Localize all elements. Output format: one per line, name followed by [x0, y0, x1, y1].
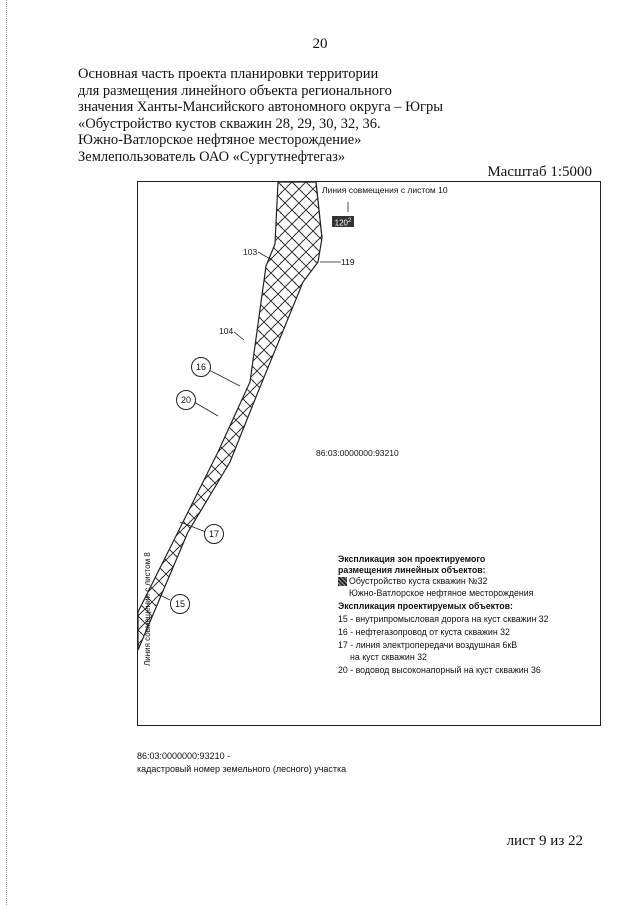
- object-label-16: 16: [191, 357, 211, 377]
- legend-item-17: 17 - линия электропередачи воздушная 6кВ: [338, 640, 518, 651]
- object-label-15: 15: [170, 594, 190, 614]
- pointer-line-20: [194, 402, 218, 416]
- footnote-number: 86:03:0000000:93210 -: [137, 751, 231, 761]
- area-badge: [332, 216, 354, 227]
- header-line: для размещения линейного объекта регионального: [78, 82, 392, 99]
- corridor-zone: [138, 182, 322, 650]
- document-header: [78, 66, 498, 166]
- sheet-counter: лист 9 из 22: [506, 833, 583, 849]
- pointer-line-104: [234, 332, 244, 340]
- cadastral-footnote: [137, 750, 346, 775]
- legend-zone-row: [338, 576, 600, 598]
- point-label-104: 104: [219, 326, 234, 336]
- footnote-description: кадастровый номер земельного (лесного) участка: [137, 763, 347, 774]
- header-line: значения Ханты-Мансийского автономного округа – Югры: [78, 99, 443, 116]
- object-label-17: 17: [204, 524, 224, 544]
- legend-item-20: 20 - водовод высоконапорный на куст скважин 36: [338, 664, 541, 675]
- zone-hatch-swatch-icon: [338, 577, 347, 586]
- area-badge-number: 120: [334, 218, 348, 228]
- object-label-20: 20: [176, 390, 196, 410]
- map-frame: [137, 181, 601, 726]
- scan-edge-line: [6, 0, 7, 905]
- header-line: Южно-Ватлорское нефтяное месторождение»: [78, 132, 362, 149]
- legend: [338, 554, 600, 676]
- map-scale: Масштаб 1:5000: [487, 164, 592, 180]
- legend-item-15: 15 - внутрипромысловая дорога на куст скважин 32: [338, 614, 549, 625]
- legend-objects-title: Экспликация проектируемых объектов:: [338, 600, 513, 611]
- area-badge-superscript: 2: [348, 218, 352, 224]
- header-line: «Обустройство кустов скважин 28, 29, 30, 32, 36.: [78, 115, 381, 132]
- point-label-119: 119: [341, 257, 355, 267]
- legend-item-17-cont: на куст скважин 32: [350, 651, 427, 662]
- point-label-103: 103: [243, 247, 258, 257]
- legend-item-16: 16 - нефтегазопровод от куста скважин 32: [338, 627, 510, 638]
- match-line-left-label: Линия совмещения с листом 8: [143, 552, 152, 666]
- page-number: 20: [312, 36, 328, 52]
- parcel-number: 86:03:0000000:93210: [316, 448, 399, 458]
- legend-zones-title-cont: размещения линейных объектов:: [338, 565, 486, 576]
- legend-zone-field: Южно-Ватлорское нефтяное месторождения: [349, 587, 534, 598]
- pointer-line-16: [209, 370, 240, 386]
- header-line: Основная часть проекта планировки территории: [78, 66, 379, 82]
- legend-zones-title: Экспликация зон проектируемого: [338, 554, 486, 564]
- header-line: Землепользователь ОАО «Сургутнефтегаз»: [78, 148, 346, 165]
- legend-zone-name: Обустройство куста скважин №32: [349, 576, 488, 587]
- match-line-top-label: Линия совмещения с листом 10: [322, 185, 448, 195]
